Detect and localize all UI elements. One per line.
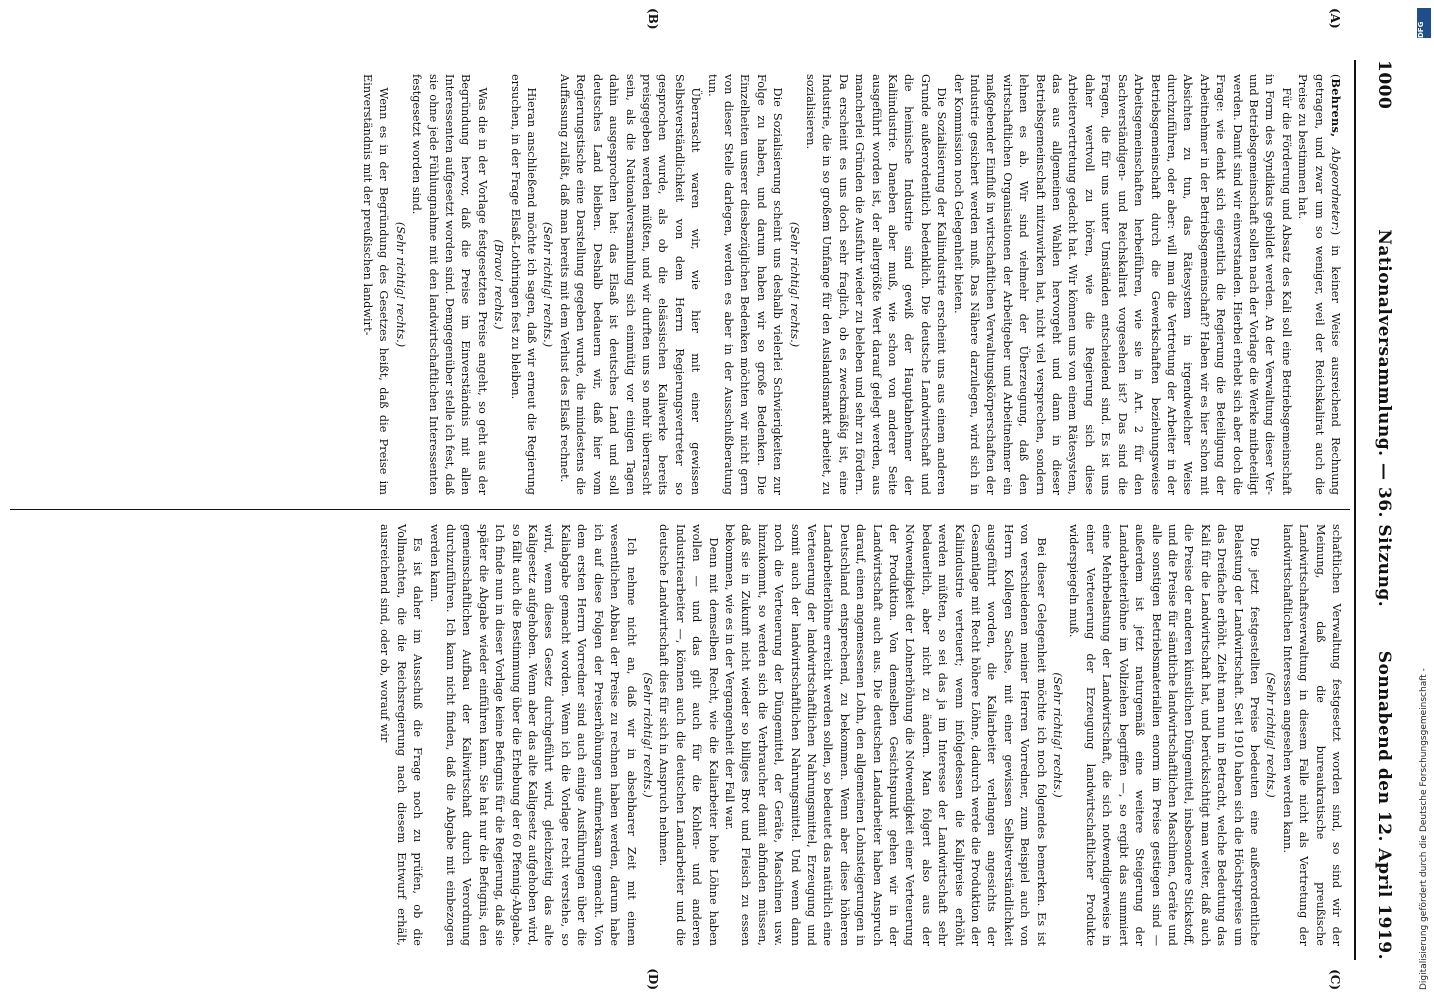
interjection: (Sehr richtig! rechts.) — [393, 221, 407, 348]
interjection: (Sehr richtig! rechts.) — [1051, 672, 1065, 798]
paragraph: Wenn es in der Begründung des Gesetzes heißt, daß die Preise im Einverständnis mit der preußischen landwirt- — [361, 74, 391, 495]
speaker-line: (Behrens, Abgeordneter:) in keiner Weise ausreichend Rechnung getragen, und zwar um so weniger, weil der Reichskalirat auch die Preise zu bestimmen hat. — [1296, 74, 1343, 495]
digitization-note — [1418, 10, 1430, 990]
interjection: (Sehr richtig! rechts.) — [1264, 672, 1278, 798]
right-column — [10, 510, 1350, 960]
paragraph: Die jetzt festgestellten Preise bedeuten eine außerordentliche Belastung der Landwirtschaft. Seit 1910 haben sich die Höchstpreise um das Dreifache erhöht. Zieht man nun in Betracht, welche Bedeutung das Kali für die Landwirtschaft hat, und berücksichtigt man weiter, daß auch die Preise der anderen künstlichen Düngemittel, insbesondere Stickstoff, und die Preise für sämtliche landwirtschaftlichen Maschinen, Geräte und alle sonstigen Betriebsmaterialien enorm im Preise gestiegen sind — außerdem ist jetzt naturgemäß eine weitere Steigerung der Landarbeiterlöhne im Vollziehen begriffen —, so ergibt das summiert eine Mehrbelastung der Landwirtschaft, die sich notwendigerweise in einer Verteuerung der Erzeugung landwirtschaftlicher Produkte widerspiegeln muß. — [1067, 524, 1261, 946]
page-header — [1354, 60, 1394, 960]
speaker-name: Behrens, — [1329, 78, 1343, 138]
paragraph: Denn mit demselben Recht, wie die Kaliarbeiter hohe Löhne haben wollen — und das gilt auch für die Kohlen- und anderen Industriearbeiter —, können auch die deutschen Landarbeiter und die deutsche Landwirtschaft dies für sich in Anspruch nehmen. — [657, 524, 720, 946]
interjection: (Sehr richtig! rechts.) — [640, 672, 654, 798]
left-column — [10, 60, 1350, 510]
paragraph: in keiner Weise ausreichend Rechnung getragen, und zwar um so weniger, weil der Reichskalirat auch die Preise zu bestimmen hat. — [1296, 74, 1342, 495]
paragraph: Was die in der Vorlage festgesetzten Preise angeht, so geht aus der Begründung hervor, daß die Preise im Einverständnis mit allen Interessenten aufgesetzt worden sind. Demgegenüber stelle ich fest, daß sie ohne jede Fühlungnahme mit den landwirtschaftlichen Interessenten festgesetzt worden sind. — [410, 74, 489, 495]
rotated-document-page — [5, 0, 1400, 1000]
interjection: (Sehr richtig! rechts.) — [541, 221, 555, 348]
paragraph: Bei dieser Gelegenheit möchte ich noch folgendes bemerken. Es ist von verschiedenen meiner Herren Vorredner, zum Beispiel auch von Herrn Kollegen Sachse, mit einer gewissen Selbstverständlichkeit ausgeführt worden, die Kaliarbeiter verlangen angesichts der Gesamtlage mit Recht höhere Löhne, dadurch werde die Produktion der Kaliindustrie verteuert; wenn infolgedessen die Kalipreise erhöht werden müßten, so sei das ja im Interesse der Landwirtschaft sehr bedauerlich, aber nicht zu ändern. Man folgert also aus der Notwendigkeit der Lohnerhöhung die Notwendigkeit einer Verteuerung der Produktion. Von demselben Gesichtspunkt gehen wir in der Landwirtschaft auch aus. Die deutschen Landarbeiter haben Anspruch darauf, einen angemessenen Lohn, den allgemeinen Lohnsteigerungen in Deutschland entsprechend, zu bekommen. Wenn aber diese höheren Landarbeiterlöhne erreicht werden sollen, so bedeutet das natürlich eine Verteuerung der landwirtschaftlichen Nahrungsmittel, Erzeugung und somit auch der landwirtschaftlichen Nahrungsmittel. Und wenn dann noch die Verteuerung der Düngemittel, der Geräte, Maschinen usw. hinzukommt, so werden sich die Verbraucher damit abfinden müssen, daß sie in Zukunft nicht wieder so billiges Brot und Fleisch zu essen bekommen, wie es in der Vergangenheit der Fall war. — [722, 524, 1048, 946]
page-number: 1000 — [1374, 60, 1394, 110]
text-columns — [10, 8, 1350, 990]
paragraph: Ich nehme nicht an, daß wir in absehbarer Zeit mit einem wesentlichen Abbau der Preise zu rechnen haben werden, darum habe ich auf diese Folgen der Preiserhöhungen aufmerksam gemacht. Von dem ersten Herrn Vorredner sind auch einige Ausführungen über die Kaliabgabe gemacht worden. Wenn ich die Vorlage recht verstehe, so wird, wenn dieses Gesetz durchgeführt wird, gleichzeitig das alte Kaligesetz aufgehoben. Wenn aber das alte Kaligesetz aufgehoben wird, so fällt auch die Bestimmung über die Erhebung der 60 Pfennig-Abgabe. Ich finde nun in dieser Vorlage keine Befugnis für die Regierung, daß sie später die Abgabe wieder einführen kann. Sie hat nur die Befugnis, den gemeinschaftlichen Aufbau der Kaliwirtschaft durch Verordnung durchzuführen. Ich kann nicht finden, daß die Abgabe mit einbezogen werden kann. — [427, 524, 638, 946]
paragraph: schaftlichen Verwaltung festgesetzt worden sind, so sind wir der Meinung, daß die bureaukratische preußische Landwirtschaftsverwaltung in diesem Falle nicht als Vertretung der landwirtschaftlichen Interessen angesehen werden kann. — [1280, 524, 1343, 946]
paragraph: Hieran anschließend möchte ich sagen, daß wir erneut die Regierung ersuchen, in der Frage Elsaß-Lothringen fest zu bleiben. — [508, 74, 539, 495]
paragraph: Die Sozialisierung der Kaliindustrie erscheint uns aus einem anderen Grunde außerordentlich bedenklich. Die deutsche Landwirtschaft und die heimische Industrie sind gewiß der Hauptabnehmer der Kaliindustrie. Daneben aber muß, wie schon von anderer Seite ausgeführt worden ist, der allergrößte Wert darauf gelegt werden, aus mancherlei Gründen die Ausfuhr wieder zu beleben und sehr zu fördern. Da erscheint es uns doch sehr fraglich, ob es zweckmäßig ist, eine Industrie, die in so großem Umfange für den Auslandsmarkt arbeitet, zu sozialisieren. — [804, 74, 949, 495]
digitization-note-text: Digitalisierung gefördert durch die Deutsche Forschungsgemeinschaft - — [1419, 668, 1429, 990]
session-date: Sonnabend den 12. April 1919. — [1374, 650, 1394, 960]
paragraph: Überrascht waren wir, wie hier mit einer gewissen Selbstverständlichkeit von dem Herrn Regierungsvertreter so gesprochen wurde, als ob die elsässischen Kaliwerke bereits preisgegeben werden müßten, und wir durften uns so mehr überrascht sein, als die Nationalversammlung sich einmütig vor einigen Tagen dahin ausgesprochen hat: das Elsaß ist deutsches Land und soll deutsches Land bleiben. Deshalb bedauern wir, daß hier vom Regierungstische eine Darstellung gegeben wurde, die mindestens die Auffassung zuläßt, daß man bereits mit dem Verlust des Elsaß rechnet. — [557, 74, 703, 495]
dfg-logo-icon: DFG — [1417, 8, 1431, 38]
interjection: (Bravo! rechts.) — [492, 239, 506, 330]
paragraph: Für die Förderung und Absatz des Kali soll eine Betriebsgemeinschaft in Form des Syndikats gebildet werden. An der Verwaltung dieser Ver- und Betriebsgemeinschaft sollen nach der Vorlage die Werke mitbeteiligt werden. Damit sind wir einverstanden. Hierbei erhebt sich aber doch die Frage: wie denkt sich eigentlich die Regierung die Beteiligung der Arbeitnehmer in der Betriebsgemeinschaft? Haben wir es hier schon mit Absichten zu tun, das Rätesystem in irgendwelcher Weise durchzuführen, oder aber: will man die Vertretung der Arbeiter in der Betriebsgemeinschaft durch die Gewerkschaften beziehungsweise Arbeitsgemeinschaften herbeiführen, wie sie in Art. 2 für den Sachverständigen- und Reichskalirat vorgesehen ist? Das sind die Fragen, die für uns unter Umständen entscheidend sind. Es ist uns daher wertvoll zu hören, wie die Regierung sich diese Arbeitervertretung gedacht hat. Wir können uns von einem Rätesystem, das aus allgemeinen Wahlen hervorgeht und dann in dieser Betriebsgemeinschaft mitzuwirken hat, nicht viel versprechen, sondern lehnen es ab. Wir sind vielmehr der Überzeugung, daß den wirtschaftlichen Organisationen der Arbeitgeber und Arbeitnehmer ein maßgebender Einfluß in wirtschaftlichen Verwaltungskörperschaften der Industrie gesichert werden muß. Das Nähere darzulegen, wird sich in der Kommission noch Gelegenheit bieten. — [951, 74, 1293, 495]
session-title: Nationalversammlung. — 36. Sitzung. — [1374, 229, 1394, 608]
speaker-note: Abgeordneter: — [1329, 147, 1342, 231]
interjection: (Sehr richtig! rechts.) — [787, 221, 801, 348]
paragraph: Die Sozialisierung scheint uns deshalb vielerlei Schwierigkeiten zur Folge zu haben, und darum haben wir so große Bedenken. Die Einzelheiten unserer diesbezüglichen Bedenken möchten wir nicht gern von dieser Stelle darlegen, werden es aber in der Ausschußberatung tun. — [705, 74, 785, 495]
margin-marker-c: (C) — [1328, 969, 1342, 990]
margin-marker-a: (A) — [1328, 8, 1342, 29]
paragraph: Es ist daher im Ausschuß die Frage noch zu prüfen, ob die Vollmachten, die die Reichsregierung nach diesem Entwurf erhält, ausreichend sind, oder ob, worauf wir — [378, 524, 425, 946]
margin-marker-d: (D) — [646, 968, 660, 990]
margin-marker-b: (B) — [646, 8, 660, 30]
